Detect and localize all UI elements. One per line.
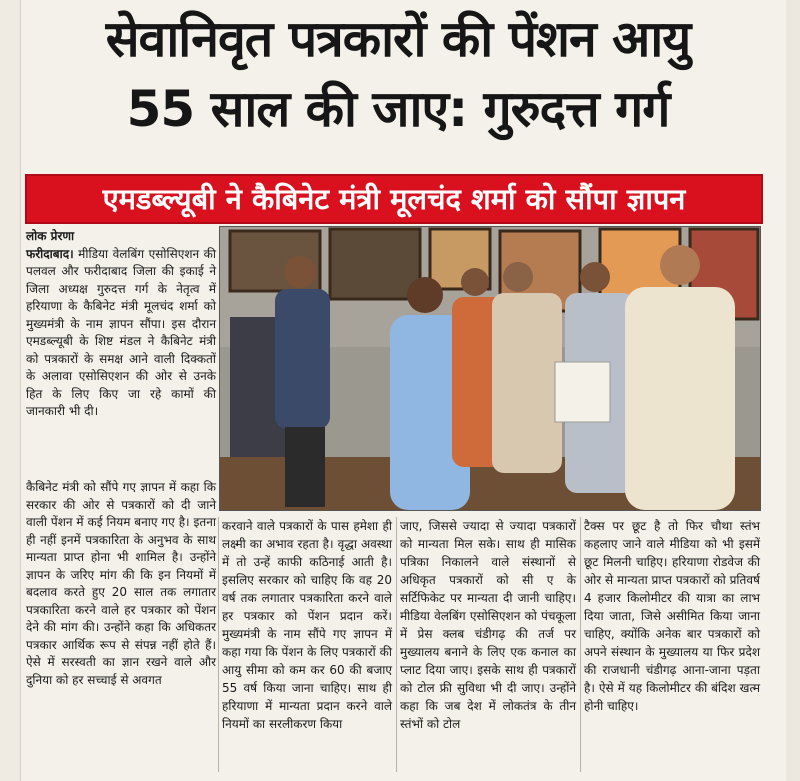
photo-illustration bbox=[220, 227, 760, 510]
article-column-4: टैक्स पर छूट है तो फिर चौथा स्तंभ कहलाए जाने वाले मीडिया को भी इसमें छूट मिलनी चाहिए। हरियाणा रोडवेज की ओर से मान्यता प्राप्त पत्रकारों को प्रतिवर्ष 4 हजार किलोमीटर की यात्रा का लाभ दिया जाता, जिसे असीमित किया जाना चाहिए, क्योंकि अनेक बार पत्रकारों को अपने संस्थान के मुख्यालय या फिर प्रदेश की राजधानी चंडीगढ़ आना-जाना पड़ता है। ऐसे में यह किलोमीटर की बंदिश खत्म होनी चाहिए। bbox=[584, 519, 760, 713]
column-rule bbox=[580, 517, 581, 772]
headline bbox=[22, 4, 774, 144]
subheadline-banner: एमडब्ल्यूबी ने कैबिनेट मंत्री मूलचंद शर्मा को सौंपा ज्ञापन bbox=[25, 174, 763, 224]
headline-line-2: 55 साल की जाए: गुरुदत्त गर्ग bbox=[126, 80, 670, 138]
right-margin-strip bbox=[786, 0, 800, 781]
article-column-1 bbox=[26, 228, 216, 508]
article-column-1-lower: कैबिनेट मंत्री को सौंपे गए ज्ञापन में कहा कि सरकार की ओर से पत्रकारों को दी जाने वाली पेंशन में कई नियम बनाए गए है। इतना ही नहीं इनमें पत्रकारिता के अनुभव के साथ मान्यता प्राप्त होना भी शामिल है। उन्होंने ज्ञापन के जरिए मांग की कि इन नियमों में बदलाव करते हुए 20 साल तक लगातार पत्रकारिता करने वाले हर पत्रकार को पेंशन देने की मांग की। उन्होंने कहा कि अधिकतर पत्रकार आर्थिक रूप से संपन्न नहीं होते हैं। ऐसे में सरस्वती का ज्ञान रखने वाले और दुनिया को हर सच्चाई से अवगत bbox=[26, 480, 216, 687]
article-column-2: करवाने वाले पत्रकारों के पास हमेशा ही लक्ष्मी का अभाव रहता है। वृद्धा अवस्था में तो उन्हें काफी कठिनाई आती है। इसलिए सरकार को चाहिए कि वह 20 वर्ष तक लगातार पत्रकारिता करने वाले हर पत्रकार को पेंशन प्रदान करें। मुख्यमंत्री के नाम सौंपे गए ज्ञापन में कहा गया कि पेंशन के लिए पत्रकारों की आयु सीमा को कम कर 60 की बजाए 55 वर्ष किया जाना चाहिए। साथ ही हरियाणा में मान्यता प्रदान करने वाले नियमों का सरलीकरण किया bbox=[222, 519, 392, 731]
byline: लोक प्रेरणा bbox=[26, 229, 75, 243]
headline-line-1: सेवानिवृत पत्रकारों की पेंशन आयु bbox=[105, 10, 691, 68]
column-1-text: मीडिया वेलबिंग एसोसिएशन की पलवल और फरीदाबाद जिला की इकाई ने जिला अध्यक्ष गुरुदत्त गर्ग के नेतृत्व में हरियाणा के कैबिनेट मंत्री मूलचंद शर्मा को मुख्यमंत्री के नाम ज्ञापन सौंपा। इस दौरान एमडब्ल्यूबी के शिष्ट मंडल ने कैबिनेट मंत्री को पत्रकारों के समक्ष आने वाली दिक्कतों के अलावा एसोसिएशन की ओर से उनके हित के लिए किए जा रहे कामों की जानकारी भी दी। bbox=[26, 246, 216, 418]
article-column-3: जाए, जिससे ज्यादा से ज्यादा पत्रकारों को मान्यता मिल सके। साथ ही मासिक पत्रिका निकालने वाले संस्थानों से अधिकृत पत्रकारों को सी ए के सर्टिफिकेट पर मान्यता दी जानी चाहिए। मीडिया वेलबिंग एसोसिएशन को पंचकूला में प्रेस क्लब चंडीगढ़ की तर्ज पर मुख्यालय बनाने के लिए एक कनाल का प्लाट दिया जाए। इसके साथ ही पत्रकारों को टोल फ्री सुविधा भी दी जाए। उन्होंने कहा कि जब देश में लोकतंत्र के तीन स्तंभों को टोल bbox=[400, 519, 576, 731]
dateline: फरीदाबाद। bbox=[26, 246, 74, 261]
left-margin-strip bbox=[0, 0, 21, 781]
news-photo bbox=[219, 226, 761, 511]
column-rule bbox=[396, 517, 397, 772]
column-rule bbox=[218, 517, 219, 772]
